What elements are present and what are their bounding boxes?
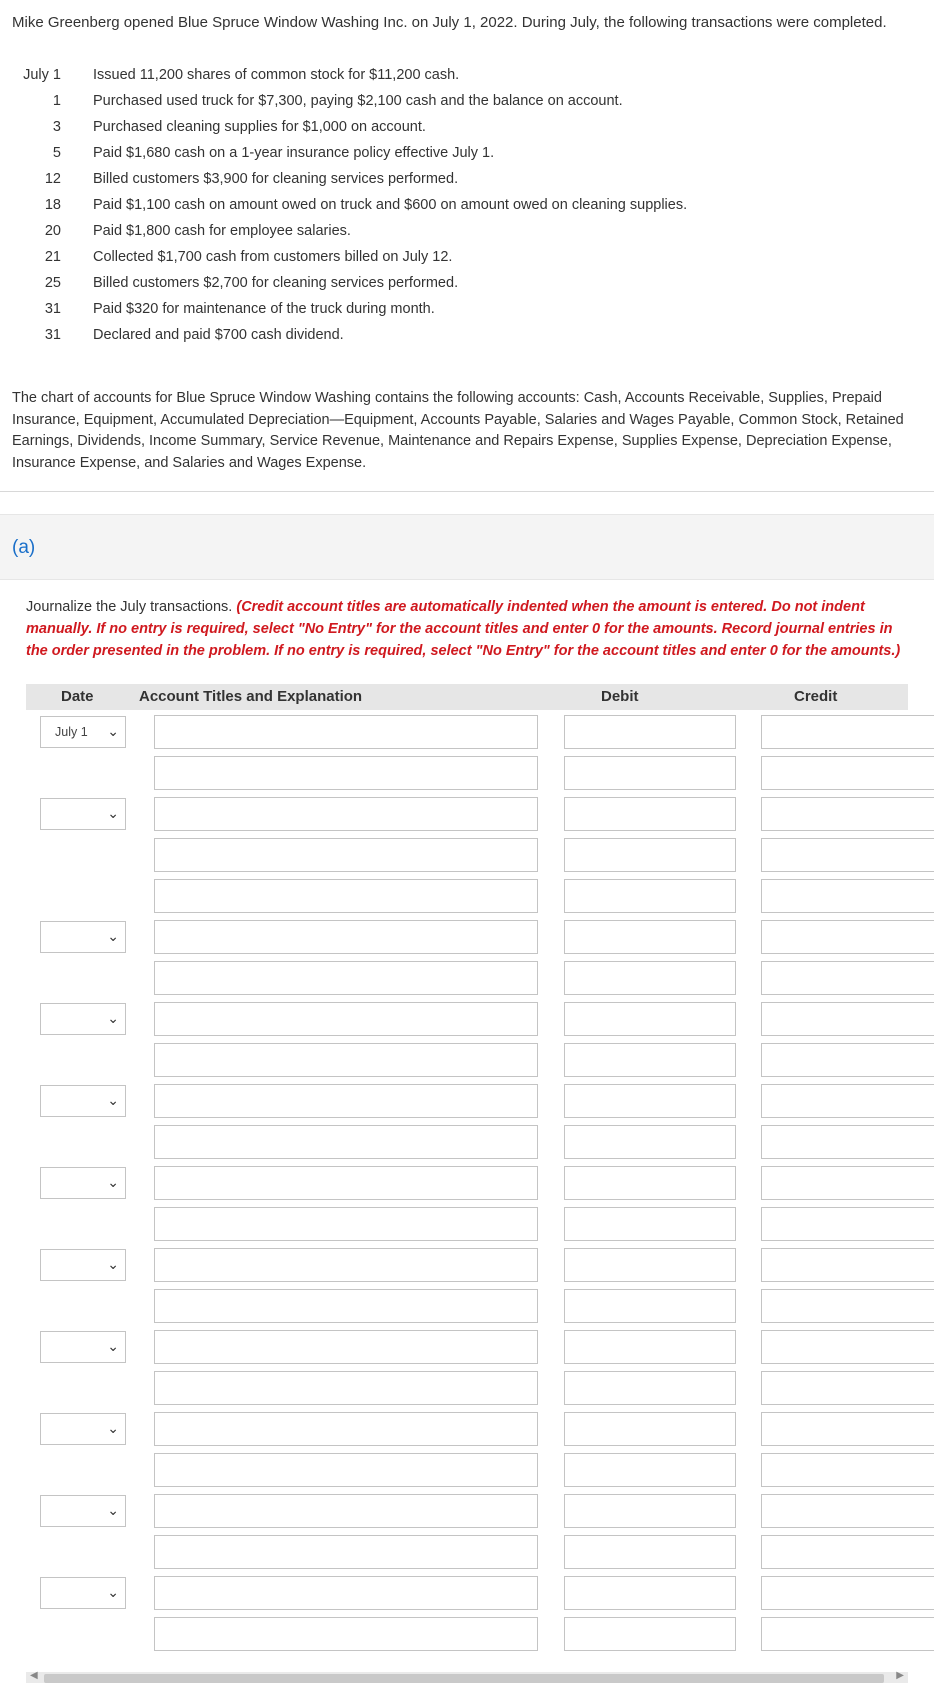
credit-input[interactable] bbox=[761, 961, 934, 995]
credit-input[interactable] bbox=[761, 1330, 934, 1364]
transaction-date: 25 bbox=[44, 275, 61, 291]
journal-row bbox=[0, 1205, 934, 1246]
transaction-row bbox=[12, 140, 912, 166]
scroll-right-icon[interactable]: ▶ bbox=[896, 1670, 904, 1681]
debit-input[interactable] bbox=[564, 797, 736, 831]
journal-row bbox=[0, 754, 934, 795]
date-select[interactable] bbox=[40, 1495, 126, 1527]
transaction-date: 18 bbox=[44, 197, 61, 213]
transaction-description: Paid $1,100 cash on amount owed on truck and $600 on amount owed on cleaning supplies. bbox=[93, 197, 688, 213]
journal-table-header bbox=[26, 684, 908, 710]
date-select[interactable] bbox=[40, 798, 126, 830]
account-title-input[interactable] bbox=[154, 1412, 538, 1446]
credit-input[interactable] bbox=[761, 1412, 934, 1446]
credit-input[interactable] bbox=[761, 1002, 934, 1036]
horizontal-scrollbar[interactable] bbox=[26, 1672, 908, 1683]
credit-input[interactable] bbox=[761, 1084, 934, 1118]
credit-input[interactable] bbox=[761, 756, 934, 790]
debit-input[interactable] bbox=[564, 1248, 736, 1282]
credit-input[interactable] bbox=[761, 715, 934, 749]
date-select[interactable] bbox=[40, 1085, 126, 1117]
debit-input[interactable] bbox=[564, 1330, 736, 1364]
transaction-row bbox=[12, 166, 912, 192]
debit-input[interactable] bbox=[564, 1494, 736, 1528]
account-title-input[interactable] bbox=[154, 1084, 538, 1118]
chevron-down-icon: ⌄ bbox=[107, 1256, 119, 1272]
header-credit: Credit bbox=[794, 688, 838, 705]
date-select[interactable] bbox=[40, 1413, 126, 1445]
scroll-left-icon[interactable]: ◀ bbox=[30, 1670, 38, 1681]
scrollbar-thumb[interactable] bbox=[44, 1674, 884, 1683]
account-title-input[interactable] bbox=[154, 1248, 538, 1282]
credit-input[interactable] bbox=[761, 1617, 934, 1651]
debit-input[interactable] bbox=[564, 1289, 736, 1323]
account-title-input[interactable] bbox=[154, 879, 538, 913]
transaction-description: Purchased used truck for $7,300, paying $2,100 cash and the balance on account. bbox=[93, 93, 623, 109]
chevron-down-icon: ⌄ bbox=[107, 1010, 119, 1026]
part-header bbox=[0, 514, 934, 580]
account-title-input[interactable] bbox=[154, 715, 538, 749]
transaction-list bbox=[12, 62, 912, 348]
credit-input[interactable] bbox=[761, 1576, 934, 1610]
transaction-date: 5 bbox=[52, 145, 61, 161]
transaction-description: Declared and paid $700 cash dividend. bbox=[93, 327, 344, 343]
problem-intro: Mike Greenberg opened Blue Spruce Window Washing Inc. on July 1, 2022. During July, the following transactions were completed. bbox=[12, 14, 887, 31]
journal-entries bbox=[0, 713, 934, 1656]
transaction-row bbox=[12, 244, 912, 270]
date-select[interactable] bbox=[40, 716, 126, 748]
debit-input[interactable] bbox=[564, 879, 736, 913]
transaction-description: Collected $1,700 cash from customers billed on July 12. bbox=[93, 249, 453, 265]
section-divider bbox=[0, 491, 934, 492]
date-select[interactable] bbox=[40, 1003, 126, 1035]
transaction-date: 3 bbox=[52, 119, 61, 135]
transaction-description: Purchased cleaning supplies for $1,000 on account. bbox=[93, 119, 426, 135]
account-title-input[interactable] bbox=[154, 1576, 538, 1610]
credit-input[interactable] bbox=[761, 1453, 934, 1487]
chevron-down-icon: ⌄ bbox=[107, 1584, 119, 1600]
account-title-input[interactable] bbox=[154, 1617, 538, 1651]
account-title-input[interactable] bbox=[154, 1043, 538, 1077]
transaction-date: 31 bbox=[44, 301, 61, 317]
journal-row bbox=[0, 1000, 934, 1041]
debit-input[interactable] bbox=[564, 1166, 736, 1200]
transaction-description: Billed customers $2,700 for cleaning services performed. bbox=[93, 275, 459, 291]
journal-row bbox=[0, 918, 934, 959]
journal-row bbox=[0, 836, 934, 877]
credit-input[interactable] bbox=[761, 1535, 934, 1569]
journal-row bbox=[0, 713, 934, 754]
credit-input[interactable] bbox=[761, 1494, 934, 1528]
account-title-input[interactable] bbox=[154, 838, 538, 872]
debit-input[interactable] bbox=[564, 961, 736, 995]
account-title-input[interactable] bbox=[154, 1494, 538, 1528]
transaction-row bbox=[12, 88, 912, 114]
account-title-input[interactable] bbox=[154, 1207, 538, 1241]
debit-input[interactable] bbox=[564, 1412, 736, 1446]
journal-row bbox=[0, 1041, 934, 1082]
credit-input[interactable] bbox=[761, 838, 934, 872]
journal-row bbox=[0, 1533, 934, 1574]
debit-input[interactable] bbox=[564, 756, 736, 790]
header-date: Date bbox=[61, 688, 94, 705]
account-title-input[interactable] bbox=[154, 1330, 538, 1364]
account-title-input[interactable] bbox=[154, 1535, 538, 1569]
chevron-down-icon: ⌄ bbox=[107, 723, 119, 739]
journal-row bbox=[0, 1369, 934, 1410]
transaction-row bbox=[12, 114, 912, 140]
journal-row bbox=[0, 1328, 934, 1369]
transaction-description: Paid $1,680 cash on a 1-year insurance policy effective July 1. bbox=[93, 145, 495, 161]
journal-row bbox=[0, 795, 934, 836]
chevron-down-icon: ⌄ bbox=[107, 1420, 119, 1436]
journal-row bbox=[0, 1246, 934, 1287]
transaction-row bbox=[12, 322, 912, 348]
chevron-down-icon: ⌄ bbox=[107, 1174, 119, 1190]
credit-input[interactable] bbox=[761, 1248, 934, 1282]
credit-input[interactable] bbox=[761, 879, 934, 913]
date-select[interactable] bbox=[40, 1167, 126, 1199]
transaction-row bbox=[12, 192, 912, 218]
account-title-input[interactable] bbox=[154, 961, 538, 995]
journal-row bbox=[0, 877, 934, 918]
debit-input[interactable] bbox=[564, 920, 736, 954]
journal-row bbox=[0, 1123, 934, 1164]
transaction-description: Issued 11,200 shares of common stock for $11,200 cash. bbox=[93, 67, 460, 83]
credit-input[interactable] bbox=[761, 1207, 934, 1241]
date-select-value: July 1 bbox=[55, 725, 88, 739]
debit-input[interactable] bbox=[564, 1002, 736, 1036]
journal-row bbox=[0, 1574, 934, 1615]
transaction-date: 12 bbox=[44, 171, 61, 187]
journal-row bbox=[0, 1615, 934, 1656]
journal-row bbox=[0, 1082, 934, 1123]
credit-input[interactable] bbox=[761, 1166, 934, 1200]
credit-input[interactable] bbox=[761, 797, 934, 831]
debit-input[interactable] bbox=[564, 1617, 736, 1651]
account-title-input[interactable] bbox=[154, 1371, 538, 1405]
account-title-input[interactable] bbox=[154, 1125, 538, 1159]
chevron-down-icon: ⌄ bbox=[107, 805, 119, 821]
account-title-input[interactable] bbox=[154, 920, 538, 954]
credit-input[interactable] bbox=[761, 1371, 934, 1405]
account-title-input[interactable] bbox=[154, 1002, 538, 1036]
account-title-input[interactable] bbox=[154, 797, 538, 831]
debit-input[interactable] bbox=[564, 1084, 736, 1118]
journal-row bbox=[0, 959, 934, 1000]
date-select[interactable] bbox=[40, 921, 126, 953]
date-select[interactable] bbox=[40, 1331, 126, 1363]
debit-input[interactable] bbox=[564, 1207, 736, 1241]
transaction-row bbox=[12, 218, 912, 244]
debit-input[interactable] bbox=[564, 1535, 736, 1569]
account-title-input[interactable] bbox=[154, 1289, 538, 1323]
credit-input[interactable] bbox=[761, 1125, 934, 1159]
transaction-description: Paid $1,800 cash for employee salaries. bbox=[93, 223, 351, 239]
credit-input[interactable] bbox=[761, 1043, 934, 1077]
journal-row bbox=[0, 1410, 934, 1451]
transaction-date: 20 bbox=[44, 223, 61, 239]
transaction-row bbox=[12, 270, 912, 296]
credit-input[interactable] bbox=[761, 920, 934, 954]
chart-of-accounts-text: The chart of accounts for Blue Spruce Window Washing contains the following accounts: Cash, Accounts Receivable, Supplies, Prepaid Insurance, Equipment, Accumulated Depreciation—Equipment, Accounts Payable, Salaries and Wages Payable, Common Stock, Retained Earnings, Dividends, Income Summary, Service Revenue, Maintenance and Repairs Expense, Supplies Expense, Depreciation Expense, Insurance Expense, and Salaries and Wages Expense. bbox=[12, 390, 904, 471]
date-select[interactable] bbox=[40, 1249, 126, 1281]
journal-row bbox=[0, 1164, 934, 1205]
debit-input[interactable] bbox=[564, 1453, 736, 1487]
header-debit: Debit bbox=[601, 688, 639, 705]
chevron-down-icon: ⌄ bbox=[107, 928, 119, 944]
chevron-down-icon: ⌄ bbox=[107, 1092, 119, 1108]
debit-input[interactable] bbox=[564, 1125, 736, 1159]
date-select[interactable] bbox=[40, 1577, 126, 1609]
transaction-row bbox=[12, 62, 912, 88]
debit-input[interactable] bbox=[564, 715, 736, 749]
transaction-date: 31 bbox=[44, 327, 61, 343]
part-label: (a) bbox=[12, 537, 36, 558]
debit-input[interactable] bbox=[564, 1371, 736, 1405]
instructions bbox=[26, 596, 906, 662]
header-account: Account Titles and Explanation bbox=[139, 688, 363, 705]
journal-row bbox=[0, 1451, 934, 1492]
credit-input[interactable] bbox=[761, 1289, 934, 1323]
journal-row bbox=[0, 1287, 934, 1328]
debit-input[interactable] bbox=[564, 1576, 736, 1610]
transaction-description: Paid $320 for maintenance of the truck during month. bbox=[93, 301, 435, 317]
chevron-down-icon: ⌄ bbox=[107, 1338, 119, 1354]
account-title-input[interactable] bbox=[154, 1166, 538, 1200]
instruction-text: Journalize the July transactions. bbox=[26, 599, 237, 615]
journal-row bbox=[0, 1492, 934, 1533]
debit-input[interactable] bbox=[564, 1043, 736, 1077]
transaction-date: 1 bbox=[52, 93, 61, 109]
chevron-down-icon: ⌄ bbox=[107, 1502, 119, 1518]
transaction-description: Billed customers $3,900 for cleaning services performed. bbox=[93, 171, 459, 187]
instruction-warning: (Credit account titles are automatically indented when the amount is entered. Do not indent manually. If no entry is required, select "No Entry" for the account titles and enter 0 for the amounts. Record journal entries in the order presented in the problem. If no entry is required, select "No Entry" for the account titles and enter 0 for the amounts.) bbox=[26, 599, 901, 659]
transaction-date: 21 bbox=[44, 249, 61, 265]
account-title-input[interactable] bbox=[154, 756, 538, 790]
transaction-row bbox=[12, 296, 912, 322]
account-title-input[interactable] bbox=[154, 1453, 538, 1487]
transaction-date: July 1 bbox=[23, 67, 61, 83]
debit-input[interactable] bbox=[564, 838, 736, 872]
